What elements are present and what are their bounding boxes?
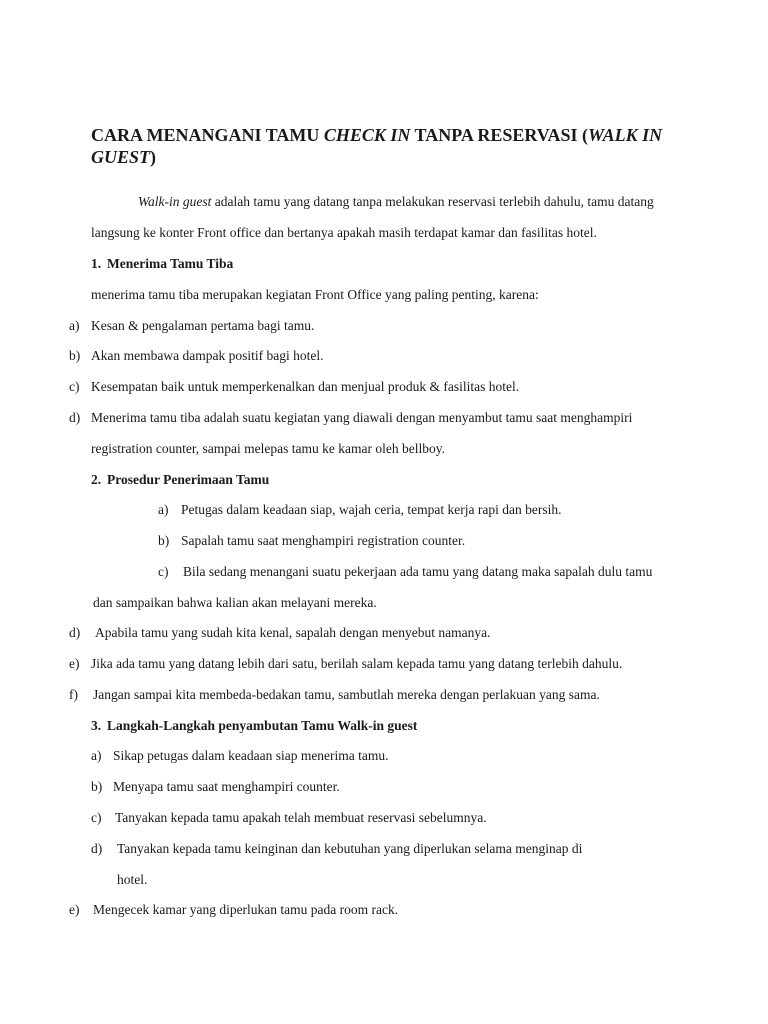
- list-item: [69, 347, 323, 365]
- list-item-text: Menyapa tamu saat menghampiri counter.: [113, 779, 340, 794]
- list-item-text: Bila sedang menangani suatu pekerjaan ada tamu yang datang maka sapalah dulu tamu: [183, 564, 653, 579]
- list-item: [69, 655, 622, 673]
- list-item-text: Jangan sampai kita membeda-bedakan tamu, sambutlah mereka dengan perlakuan yang sama.: [93, 687, 600, 702]
- section-1-lead: menerima tamu tiba merupakan kegiatan Front Office yang paling penting, karena:: [91, 287, 539, 302]
- section-2-title: Prosedur Penerimaan Tamu: [107, 472, 270, 487]
- list-item: [158, 532, 465, 550]
- list-item-text: Mengecek kamar yang diperlukan tamu pada room rack.: [93, 902, 399, 917]
- list-item: [69, 317, 314, 335]
- section-1-heading: [91, 255, 233, 273]
- title-part-3: TANPA RESERVASI (: [410, 125, 588, 145]
- list-marker: c): [69, 379, 80, 394]
- list-item: [91, 840, 582, 858]
- list-item-continuation: dan sampaikan bahwa kalian akan melayani mereka.: [93, 595, 377, 610]
- list-marker: a): [69, 318, 80, 333]
- list-marker: d): [69, 625, 81, 640]
- list-item-text: Kesempatan baik untuk memperkenalkan dan menjual produk & fasilitas hotel.: [91, 379, 520, 394]
- title-part-2: CHECK IN: [323, 125, 411, 145]
- list-marker: b): [91, 779, 103, 794]
- section-2-heading: [91, 471, 269, 489]
- intro-line-1: [138, 193, 654, 211]
- list-item-text: Tanyakan kepada tamu keinginan dan kebutuhan yang diperlukan selama menginap di: [117, 841, 583, 856]
- list-item-continuation: registration counter, sampai melepas tamu ke kamar oleh bellboy.: [91, 441, 445, 456]
- list-item-text: Sikap petugas dalam keadaan siap menerima tamu.: [113, 748, 389, 763]
- list-item: [69, 901, 398, 919]
- list-item: [69, 624, 491, 642]
- title-part-4: WALK IN GUEST: [91, 125, 663, 167]
- intro-term: Walk-in guest: [138, 194, 212, 209]
- list-item: [69, 409, 632, 427]
- list-item: [69, 686, 600, 704]
- list-marker: f): [69, 687, 78, 702]
- list-marker: a): [91, 748, 102, 763]
- list-marker: e): [69, 902, 80, 917]
- list-item: [158, 563, 652, 581]
- list-item-text: Apabila tamu yang sudah kita kenal, sapalah dengan menyebut namanya.: [95, 625, 491, 640]
- list-item-text: Tanyakan kepada tamu apakah telah membuat reservasi sebelumnya.: [115, 810, 487, 825]
- list-item: [91, 747, 389, 765]
- list-item-text: Jika ada tamu yang datang lebih dari satu, berilah salam kepada tamu yang datang terlebih dahulu.: [91, 656, 623, 671]
- list-item: [91, 778, 340, 796]
- list-item: [69, 378, 519, 396]
- list-marker: d): [69, 410, 81, 425]
- list-item: [91, 809, 487, 827]
- section-3-heading: [91, 717, 417, 735]
- list-item-text: Kesan & pengalaman pertama bagi tamu.: [91, 318, 315, 333]
- intro-line-2: langsung ke konter Front office dan bertanya apakah masih terdapat kamar dan fasilitas hotel.: [91, 225, 597, 240]
- list-item-text: Sapalah tamu saat menghampiri registration counter.: [181, 533, 466, 548]
- list-marker: b): [69, 348, 81, 363]
- list-item: [158, 501, 561, 519]
- title-part-1: CARA MENANGANI TAMU: [91, 125, 324, 145]
- list-item-text: Menerima tamu tiba adalah suatu kegiatan yang diawali dengan menyambut tamu saat menghampiri: [91, 410, 633, 425]
- list-item-text: Petugas dalam keadaan siap, wajah ceria, tempat kerja rapi dan bersih.: [181, 502, 562, 517]
- section-1-number: 1.: [91, 256, 102, 271]
- list-marker: e): [69, 656, 80, 671]
- list-marker: c): [91, 810, 102, 825]
- section-2-number: 2.: [91, 472, 102, 487]
- list-marker: d): [91, 841, 103, 856]
- list-marker: b): [158, 533, 170, 548]
- list-marker: c): [158, 564, 169, 579]
- title-part-5: ): [150, 147, 157, 167]
- section-3-number: 3.: [91, 718, 102, 733]
- list-item-continuation: hotel.: [117, 872, 148, 887]
- section-3-title: Langkah-Langkah penyambutan Tamu Walk-in guest: [107, 718, 418, 733]
- list-item-text: Akan membawa dampak positif bagi hotel.: [91, 348, 324, 363]
- section-1-title: Menerima Tamu Tiba: [107, 256, 234, 271]
- page-title: [91, 124, 691, 168]
- intro-line-1-text: adalah tamu yang datang tanpa melakukan reservasi terlebih dahulu, tamu datang: [211, 194, 654, 209]
- list-marker: a): [158, 502, 169, 517]
